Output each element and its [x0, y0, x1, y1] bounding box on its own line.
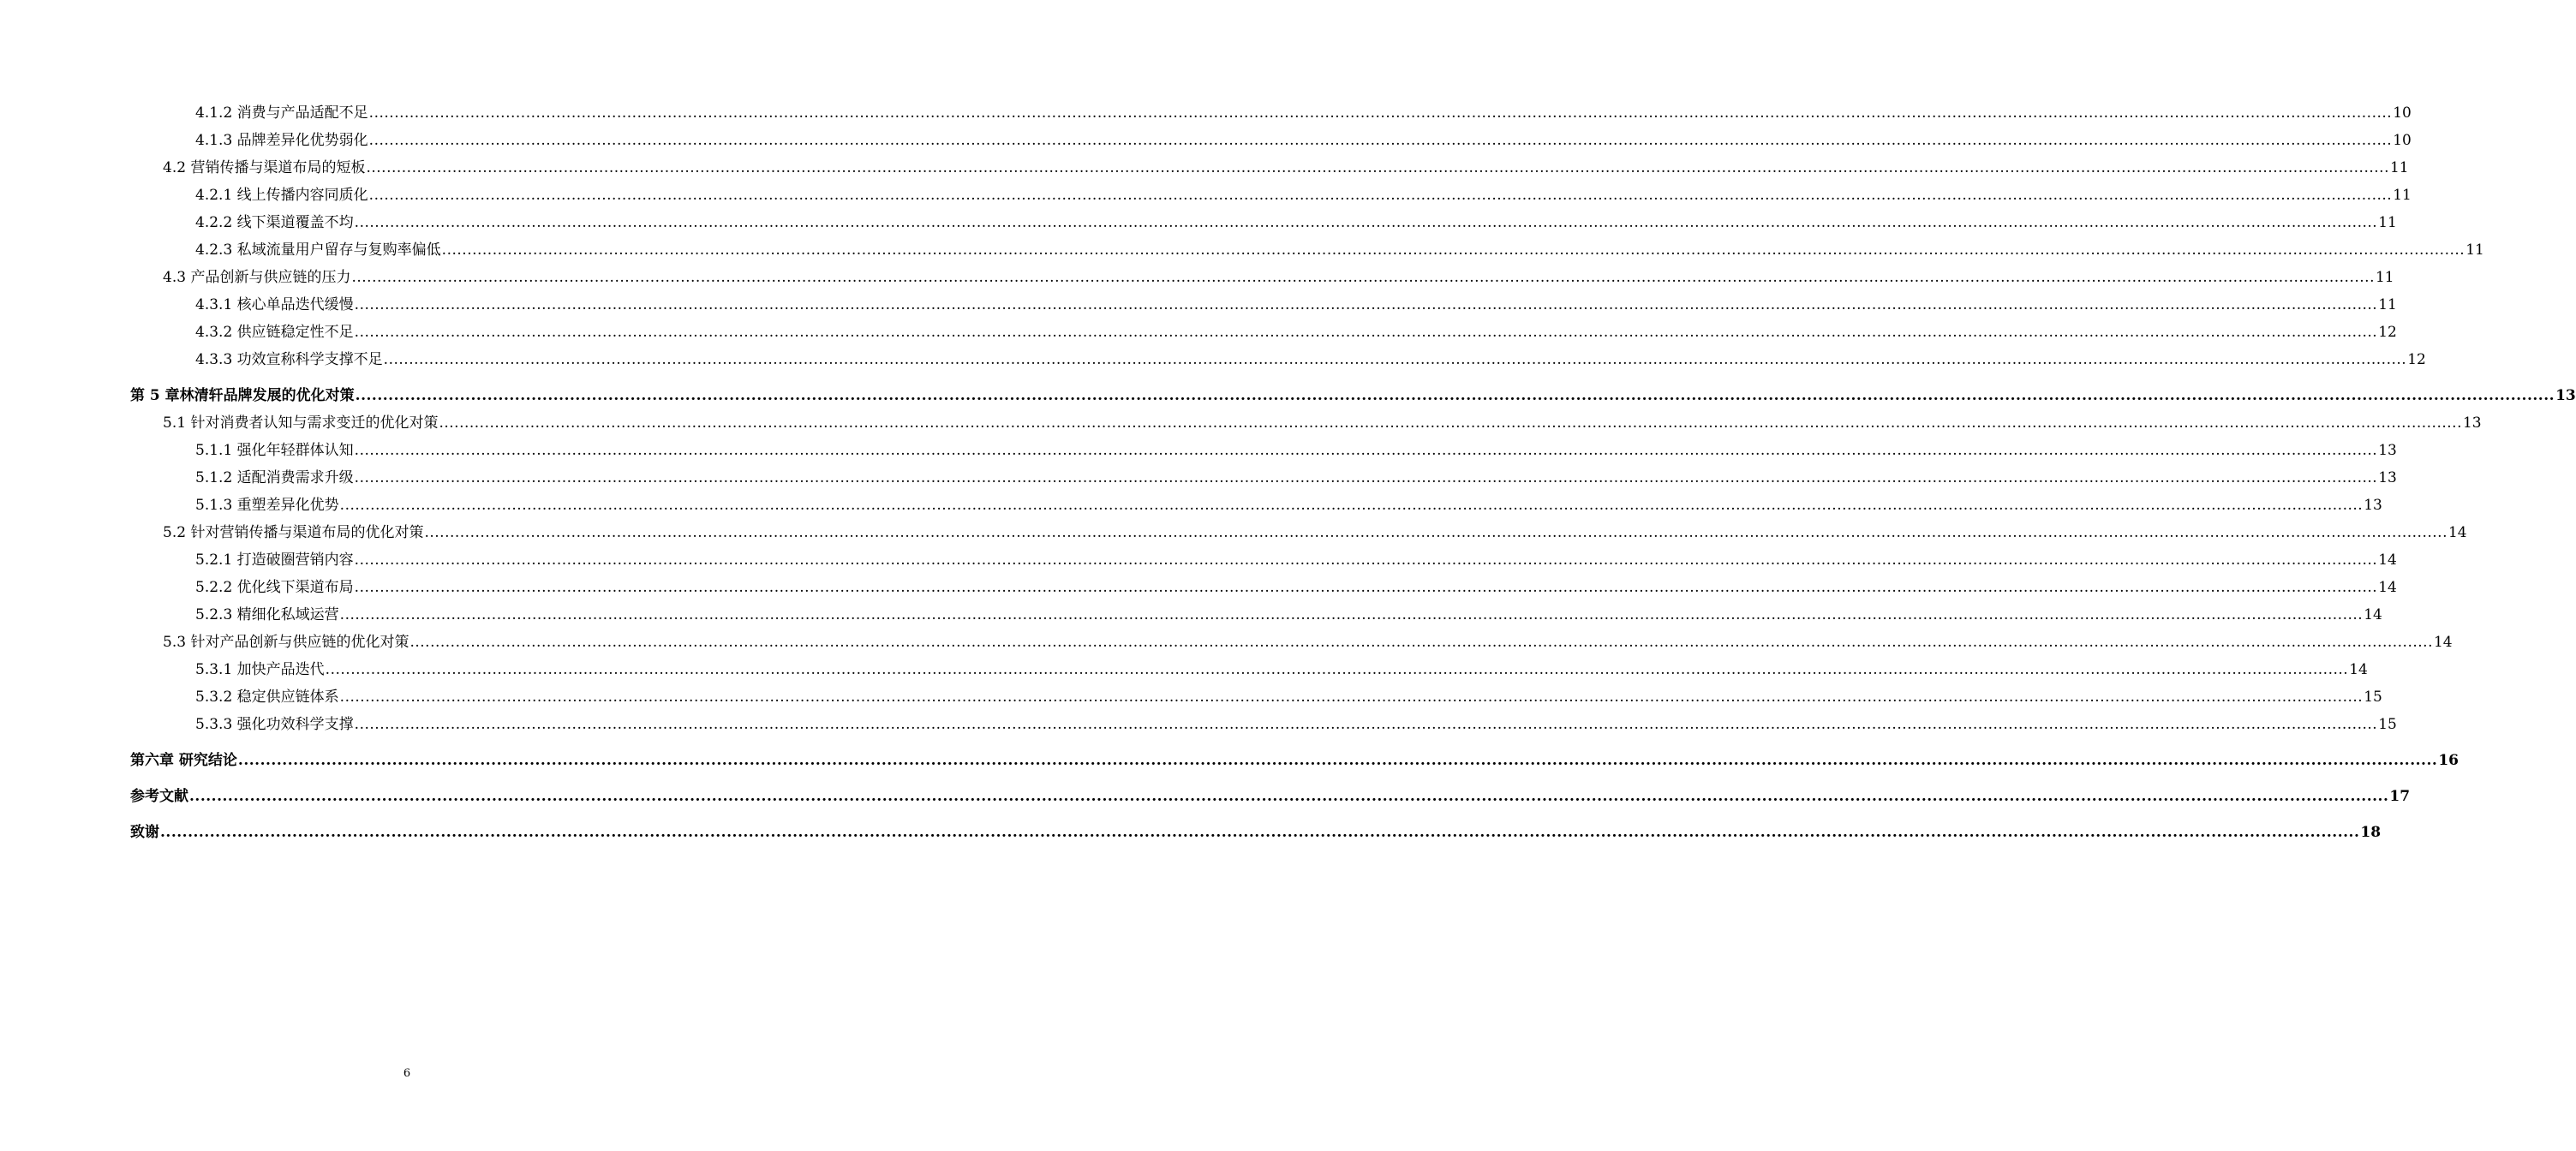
toc-entry[interactable] [130, 492, 2382, 519]
toc-entry-title: 参考文献 [130, 788, 188, 805]
toc-entry[interactable] [130, 319, 2397, 346]
toc-entry-page: 14 [2364, 606, 2382, 623]
toc-leader-dots: ................................................................................................................................................................................................................................................................................................................................................................................................................ [354, 579, 2378, 596]
toc-entry-title: 4.2 营销传播与渠道布局的短板 [163, 159, 366, 176]
toc-leader-dots: ................................................................................................................................................................................................................................................................................................................................................................................................................ [354, 469, 2378, 486]
toc-entry[interactable] [130, 574, 2397, 601]
toc-entry[interactable] [130, 209, 2397, 236]
toc-entry[interactable] [130, 464, 2397, 492]
toc-entry-title: 4.1.2 消费与产品适配不足 [195, 104, 368, 122]
toc-leader-dots: ................................................................................................................................................................................................................................................................................................................................................................................................................ [354, 716, 2378, 733]
toc-leader-dots: ................................................................................................................................................................................................................................................................................................................................................................................................................ [409, 634, 2433, 651]
toc-entry-title: 5.1.3 重塑差异化优势 [195, 497, 339, 514]
toc-entry-page: 11 [2465, 242, 2484, 259]
toc-entry-title: 4.3.3 功效宣称科学支撑不足 [195, 351, 383, 368]
toc-entry-title: 致谢 [130, 824, 159, 841]
toc-entry-title: 4.2.3 私域流量用户留存与复购率偏低 [195, 242, 441, 259]
toc-entry[interactable] [130, 154, 2409, 182]
toc-entry[interactable] [130, 546, 2397, 574]
toc-entry[interactable] [130, 346, 2426, 373]
toc-entry[interactable] [130, 291, 2397, 319]
toc-entry-page: 12 [2407, 351, 2426, 368]
toc-leader-dots: ................................................................................................................................................................................................................................................................................................................................................................................................................ [439, 414, 2462, 432]
toc-entry-title: 5.2.2 优化线下渠道布局 [195, 579, 354, 596]
toc-entry-page: 11 [2378, 214, 2397, 231]
toc-entry-title: 第六章 研究结论 [130, 752, 237, 769]
toc-leader-dots: ................................................................................................................................................................................................................................................................................................................................................................................................................ [339, 606, 2364, 623]
toc-entry[interactable] [130, 99, 2412, 127]
toc-entry-title: 5.2.3 精细化私域运营 [195, 606, 339, 623]
toc-entry[interactable] [130, 629, 2453, 656]
toc-entry-title: 4.3.1 核心单品迭代缓慢 [195, 296, 354, 313]
toc-leader-dots: ................................................................................................................................................................................................................................................................................................................................................................................................................ [368, 132, 2393, 149]
toc-entry-page: 15 [2378, 716, 2397, 733]
toc-leader-dots: ................................................................................................................................................................................................................................................................................................................................................................................................................ [354, 442, 2378, 459]
page-number: 6 [403, 1067, 411, 1080]
toc-entry-page: 13 [2555, 387, 2576, 404]
toc-entry[interactable] [130, 519, 2467, 546]
toc-entry-title: 5.3 针对产品创新与供应链的优化对策 [163, 634, 409, 651]
toc-leader-dots: ................................................................................................................................................................................................................................................................................................................................................................................................................ [189, 788, 2389, 805]
toc-entry-title: 5.3.2 稳定供应链体系 [195, 689, 339, 706]
toc-entry[interactable] [130, 382, 2576, 409]
toc-leader-dots: ................................................................................................................................................................................................................................................................................................................................................................................................................ [339, 497, 2364, 514]
toc-entry[interactable] [130, 656, 2368, 683]
toc-entry-title: 5.3.3 强化功效科学支撑 [195, 716, 354, 733]
toc-entry-page: 13 [2378, 442, 2397, 459]
toc-entry-title: 5.2.1 打造破圈营销内容 [195, 552, 354, 569]
toc-entry-page: 14 [2433, 634, 2453, 651]
toc-leader-dots: ................................................................................................................................................................................................................................................................................................................................................................................................................ [339, 689, 2364, 706]
toc-leader-dots: ................................................................................................................................................................................................................................................................................................................................................................................................................ [325, 661, 2349, 678]
toc-entry-title: 5.3.1 加快产品迭代 [195, 661, 325, 678]
toc-entry-page: 13 [2462, 414, 2482, 432]
toc-entry[interactable] [130, 127, 2412, 154]
toc-entry[interactable] [130, 437, 2397, 464]
toc-entry[interactable] [130, 711, 2397, 738]
toc-entry[interactable] [130, 747, 2459, 774]
toc-leader-dots: ................................................................................................................................................................................................................................................................................................................................................................................................................ [351, 269, 2375, 286]
toc-entry-page: 14 [2378, 552, 2397, 569]
toc-entry-title: 4.3 产品创新与供应链的压力 [163, 269, 351, 286]
toc-entry-page: 14 [2447, 524, 2467, 541]
toc-entry-page: 18 [2360, 824, 2382, 841]
toc-entry-title: 5.1.2 适配消费需求升级 [195, 469, 354, 486]
toc-entry-page: 10 [2393, 132, 2412, 149]
toc-entry-title: 5.2 针对营销传播与渠道布局的优化对策 [163, 524, 424, 541]
toc-entry-title: 5.1 针对消费者认知与需求变迁的优化对策 [163, 414, 439, 432]
toc-entry-title: 4.1.3 品牌差异化优势弱化 [195, 132, 368, 149]
toc-leader-dots: ................................................................................................................................................................................................................................................................................................................................................................................................................ [160, 824, 2360, 841]
toc-entry[interactable] [130, 783, 2411, 810]
toc-leader-dots: ................................................................................................................................................................................................................................................................................................................................................................................................................ [368, 104, 2393, 122]
toc-entry-page: 11 [2378, 296, 2397, 313]
toc-leader-dots: ................................................................................................................................................................................................................................................................................................................................................................................................................ [368, 187, 2393, 204]
toc-entry-page: 12 [2378, 324, 2397, 341]
toc-entry-page: 13 [2364, 497, 2382, 514]
toc-leader-dots: ................................................................................................................................................................................................................................................................................................................................................................................................................ [355, 387, 2555, 404]
toc-entry-page: 11 [2375, 269, 2394, 286]
toc-entry[interactable] [130, 409, 2482, 437]
toc-entry[interactable] [130, 264, 2394, 291]
toc-entry[interactable] [130, 683, 2382, 711]
toc-entry-title: 4.2.1 线上传播内容同质化 [195, 187, 368, 204]
toc-entry-page: 14 [2349, 661, 2368, 678]
toc-entry-page: 11 [2393, 187, 2412, 204]
toc-leader-dots: ................................................................................................................................................................................................................................................................................................................................................................................................................ [354, 324, 2378, 341]
toc-entry-page: 13 [2378, 469, 2397, 486]
toc-entry[interactable] [130, 601, 2382, 629]
toc-leader-dots: ................................................................................................................................................................................................................................................................................................................................................................................................................ [424, 524, 2447, 541]
toc-leader-dots: ................................................................................................................................................................................................................................................................................................................................................................................................................ [383, 351, 2407, 368]
toc-entry-page: 14 [2378, 579, 2397, 596]
toc-leader-dots: ................................................................................................................................................................................................................................................................................................................................................................................................................ [354, 552, 2378, 569]
toc-entry-page: 16 [2438, 752, 2459, 769]
table-of-contents [130, 99, 2576, 846]
toc-leader-dots: ................................................................................................................................................................................................................................................................................................................................................................................................................ [441, 242, 2465, 259]
toc-entry[interactable] [130, 236, 2484, 264]
toc-entry-title: 5.1.1 强化年轻群体认知 [195, 442, 354, 459]
toc-entry-title: 4.3.2 供应链稳定性不足 [195, 324, 354, 341]
toc-leader-dots: ................................................................................................................................................................................................................................................................................................................................................................................................................ [366, 159, 2389, 176]
toc-entry-page: 15 [2364, 689, 2382, 706]
toc-leader-dots: ................................................................................................................................................................................................................................................................................................................................................................................................................ [237, 752, 2438, 769]
toc-entry-title: 4.2.2 线下渠道覆盖不均 [195, 214, 354, 231]
toc-leader-dots: ................................................................................................................................................................................................................................................................................................................................................................................................................ [354, 296, 2378, 313]
toc-entry[interactable] [130, 182, 2412, 209]
toc-entry-title: 第 5 章林清轩品牌发展的优化对策 [130, 387, 355, 404]
toc-entry-page: 10 [2393, 104, 2412, 122]
toc-entry-page: 11 [2389, 159, 2409, 176]
toc-entry[interactable] [130, 819, 2382, 846]
toc-leader-dots: ................................................................................................................................................................................................................................................................................................................................................................................................................ [354, 214, 2378, 231]
toc-entry-page: 17 [2389, 788, 2411, 805]
